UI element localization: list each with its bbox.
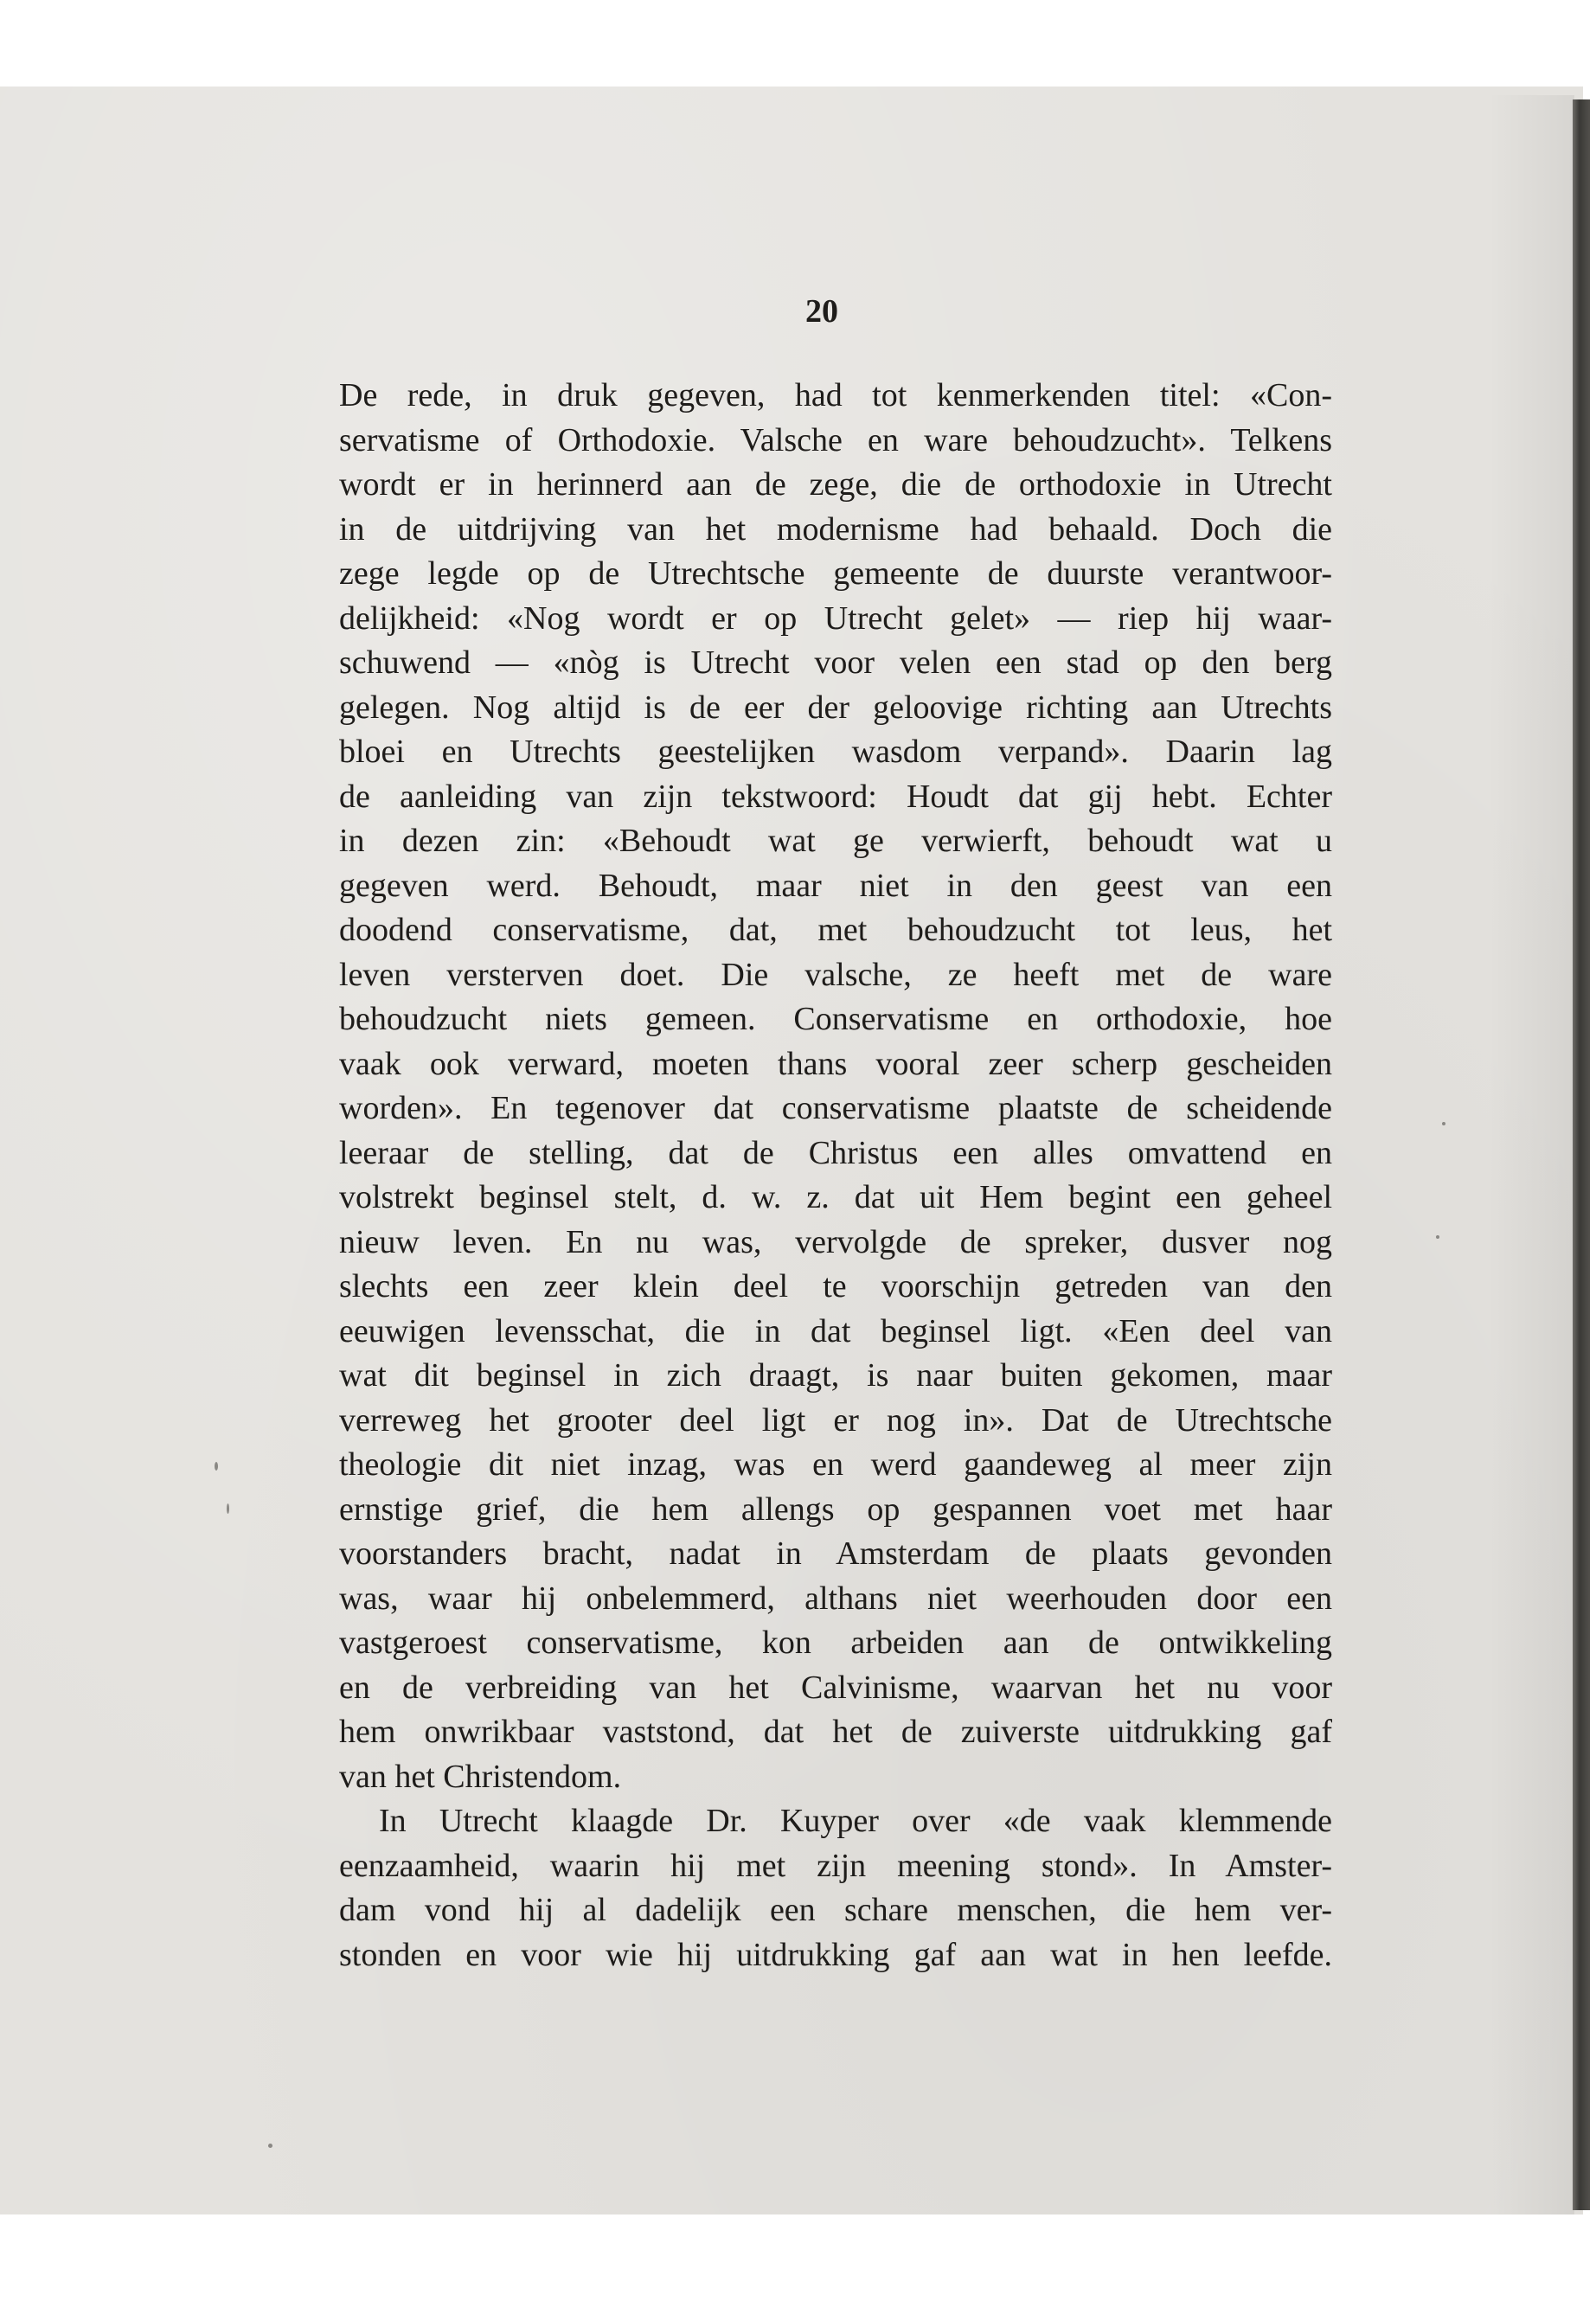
text-line: leeraar de stelling, dat de Christus een alles omvattend en xyxy=(339,1134,1332,1171)
text-line: leven versterven doet. Die valsche, ze heeft met de ware xyxy=(339,956,1332,993)
text-line: was, waar hij onbelemmerd, althans niet weerhouden door een xyxy=(339,1580,1332,1617)
text-line: slechts een zeer klein deel te voorschijn getreden van den xyxy=(339,1268,1332,1304)
binding-shadow xyxy=(1488,95,1574,2214)
text-line: in dezen zin: «Behoudt wat ge verwierft, behoudt wat u xyxy=(339,823,1332,859)
text-line: wordt er in herinnerd aan de zege, die de orthodoxie in Utrecht xyxy=(339,466,1332,503)
paper-speck xyxy=(215,1462,218,1471)
paper-speck xyxy=(227,1503,229,1514)
text-line-paragraph-end: van het Christendom. xyxy=(339,1758,622,1795)
paper-speck xyxy=(1436,1235,1439,1239)
text-line: wat dit beginsel in zich draagt, is naar buiten gekomen, maar xyxy=(339,1357,1332,1394)
text-line: gegeven werd. Behoudt, maar niet in den geest van een xyxy=(339,867,1332,904)
text-line: behoudzucht niets gemeen. Conservatisme en orthodoxie, hoe xyxy=(339,1001,1332,1037)
text-line: eeuwigen levensschat, die in dat beginsel ligt. «Een deel van xyxy=(339,1312,1332,1349)
text-line: schuwend — «nòg is Utrecht voor velen een stad op den berg xyxy=(339,644,1332,681)
text-line-paragraph-start: In Utrecht klaagde Dr. Kuyper over «de vaak klemmende xyxy=(379,1803,1332,1839)
text-line: verreweg het grooter deel ligt er nog in». Dat de Utrechtsche xyxy=(339,1401,1332,1439)
text-line: worden». En tegenover dat conservatisme plaatste de scheidende xyxy=(339,1090,1332,1126)
text-line: gelegen. Nog altijd is de eer der geloovige richting aan Utrechts xyxy=(339,689,1332,726)
text-line: in de uitdrijving van het modernisme had behaald. Doch die xyxy=(339,510,1332,548)
text-line: servatisme of Orthodoxie. Valsche en ware behoudzucht». Telkens xyxy=(339,421,1332,458)
text-line: eenzaamheid, waarin hij met zijn meening stond». In Amster- xyxy=(339,1847,1332,1884)
text-line: dam vond hij al dadelijk een schare menschen, die hem ver- xyxy=(339,1892,1332,1928)
text-line: stonden en voor wie hij uitdrukking gaf aan wat in hen leefde. xyxy=(339,1936,1332,1973)
text-line: zege legde op de Utrechtsche gemeente de duurste verantwoor- xyxy=(339,555,1332,592)
text-line: bloei en Utrechts geestelijken wasdom verpand». Daarin lag xyxy=(339,734,1332,770)
text-line: doodend conservatisme, dat, met behoudzucht tot leus, het xyxy=(339,912,1332,948)
text-line: de aanleiding van zijn tekstwoord: Houdt dat gij hebt. Echter xyxy=(339,778,1332,815)
text-line: vaak ook verward, moeten thans vooral zeer scherp gescheiden xyxy=(339,1045,1332,1082)
text-line: en de verbreiding van het Calvinisme, waarvan het nu voor xyxy=(339,1669,1332,1706)
text-line: delijkheid: «Nog wordt er op Utrecht gelet» — riep hij waar- xyxy=(339,599,1332,637)
page-number: 20 xyxy=(805,293,838,330)
paper-speck xyxy=(1442,1122,1445,1125)
text-line: ernstige grief, die hem allengs op gespannen voet met haar xyxy=(339,1490,1332,1528)
text-line: hem onwrikbaar vaststond, dat het de zuiverste uitdrukking gaf xyxy=(339,1714,1332,1750)
text-line: voorstanders bracht, nadat in Amsterdam de plaats gevonden xyxy=(339,1535,1332,1572)
paper-speck xyxy=(268,2144,272,2148)
text-line: theologie dit niet inzag, was en werd gaandeweg al meer zijn xyxy=(339,1446,1332,1483)
text-line: vastgeroest conservatisme, kon arbeiden aan de ontwikkeling xyxy=(339,1625,1332,1661)
text-line: De rede, in druk gegeven, had tot kenmerkenden titel: «Con- xyxy=(339,377,1332,413)
binding-edge xyxy=(1573,99,1590,2210)
body-text xyxy=(339,374,1332,1977)
text-line: nieuw leven. En nu was, vervolgde de spreker, dusver nog xyxy=(339,1223,1332,1260)
text-line: volstrekt beginsel stelt, d. w. z. dat uit Hem begint een geheel xyxy=(339,1179,1332,1215)
